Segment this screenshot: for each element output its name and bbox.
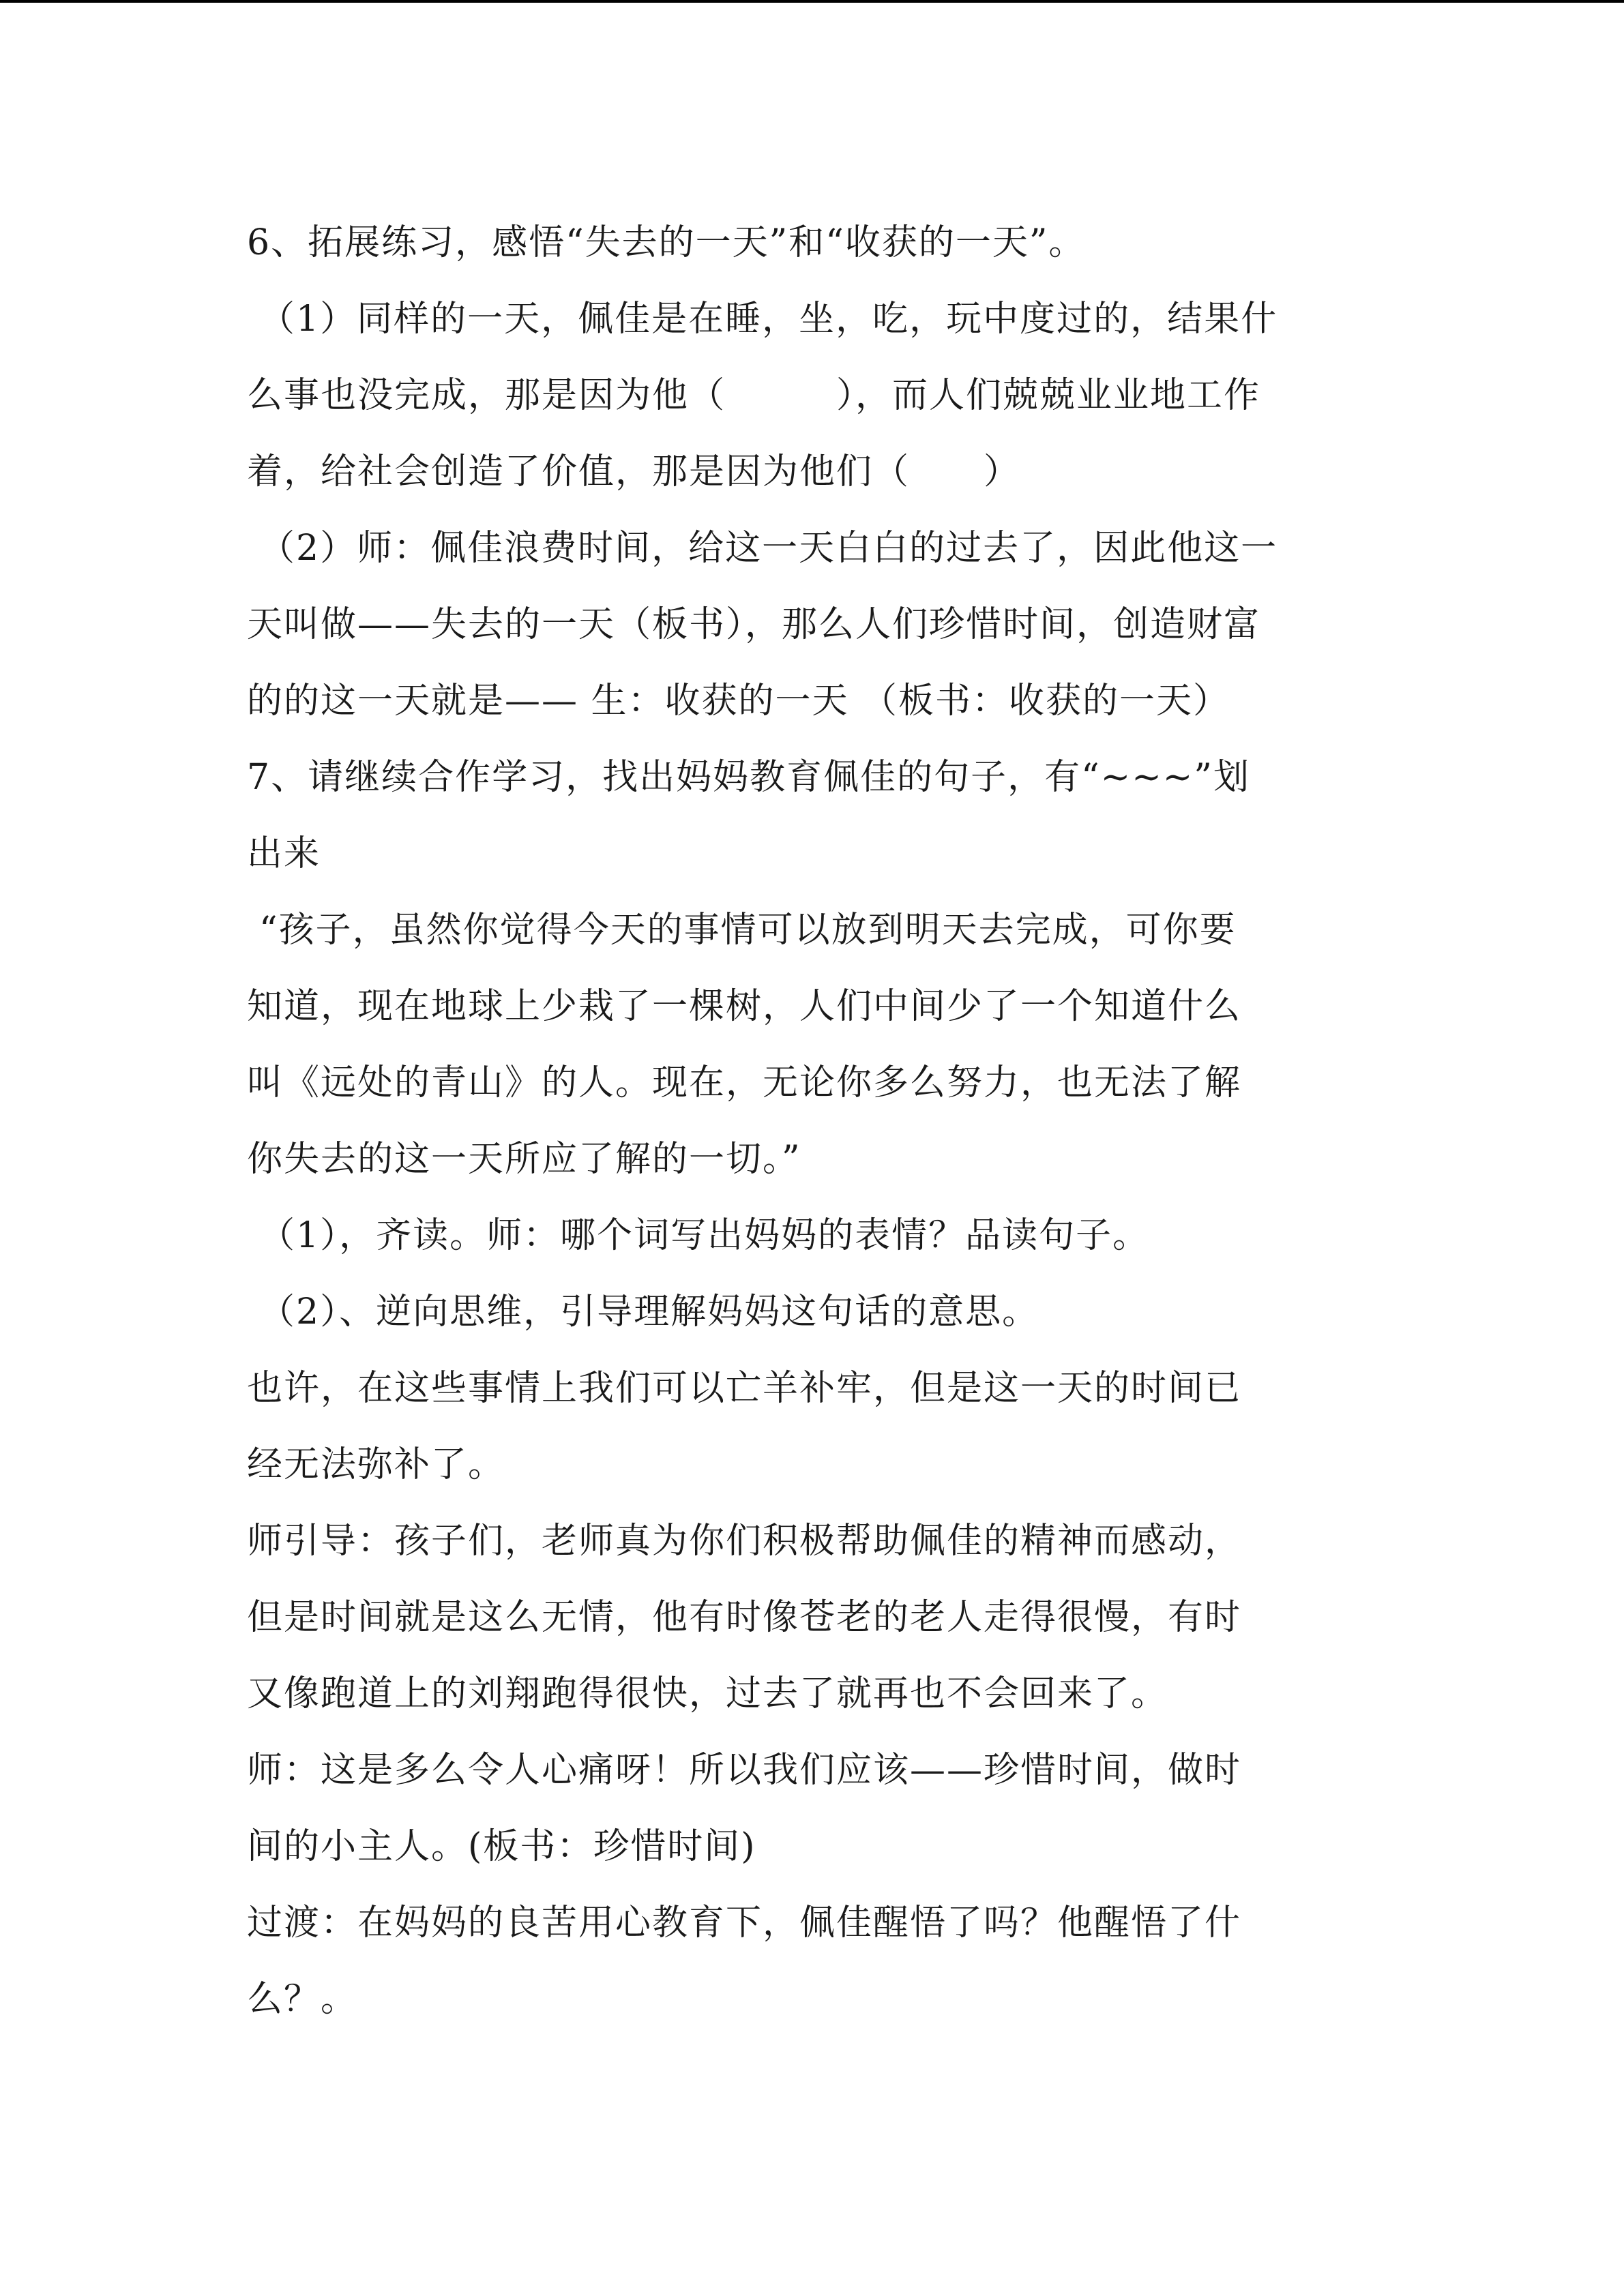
text-line: 么？。 [247,1979,358,2020]
text-line: 你失去的这一天所应了解的一切。” [247,1139,801,1180]
text-line: 出来 [247,833,321,874]
text-line: 叫《远处的青山》的人。现在，无论你多么努力，也无法了解 [247,1062,1242,1103]
text-line: 天叫做——失去的一天（板书），那么人们珍惜时间，创造财富 [247,604,1261,645]
text-line: 间的小主人。(板书：珍惜时间) [247,1826,756,1867]
text-line: “孩子，虽然你觉得今天的事情可以放到明天去完成，可你要 [259,910,1237,951]
text-line: 知道，现在地球上少栽了一棵树，人们中间少了一个知道什么 [247,986,1242,1027]
text-line: 也许，在这些事情上我们可以亡羊补牢，但是这一天的时间已 [247,1368,1242,1409]
text-line: 过渡：在妈妈的良苦用心教育下，佩佳醒悟了吗？他醒悟了什 [247,1903,1242,1943]
text-line: （2）、逆向思维，引导理解妈妈这句话的意思。 [259,1292,1039,1332]
text-line: 又像跑道上的刘翔跑得很快，过去了就再也不会回来了。 [247,1673,1168,1714]
text-line: （1）同样的一天，佩佳是在睡，坐，吃，玩中度过的，结果什 [259,299,1278,340]
text-line: 师：这是多么令人心痛呀！所以我们应该——珍惜时间，做时 [247,1750,1242,1791]
text-line: （2）师：佩佳浪费时间，给这一天白白的过去了，因此他这一 [259,528,1278,569]
text-line: 6、拓展练习，感悟“失去的一天”和“收获的一天”。 [247,222,1086,263]
text-line: 的的这一天就是—— 生：收获的一天 （板书：收获的一天） [247,681,1230,721]
document-body [247,205,1393,2038]
text-line: 么事也没完成，那是因为他（ ），而人们兢兢业业地工作 [247,375,1261,416]
text-line: （1），齐读。师：哪个词写出妈妈的表情？品读句子。 [259,1215,1150,1256]
text-line: 但是时间就是这么无情，他有时像苍老的老人走得很慢，有时 [247,1597,1242,1638]
page-top-border [0,0,1624,3]
text-line: 着，给社会创造了价值，那是因为他们（ ） [247,451,1021,492]
text-line: 经无法弥补了。 [247,1444,505,1485]
text-line: 7、请继续合作学习，找出妈妈教育佩佳的句子，有“~~~”划 [247,757,1250,798]
text-line: 师引导：孩子们，老师真为你们积极帮助佩佳的精神而感动， [247,1521,1242,1562]
